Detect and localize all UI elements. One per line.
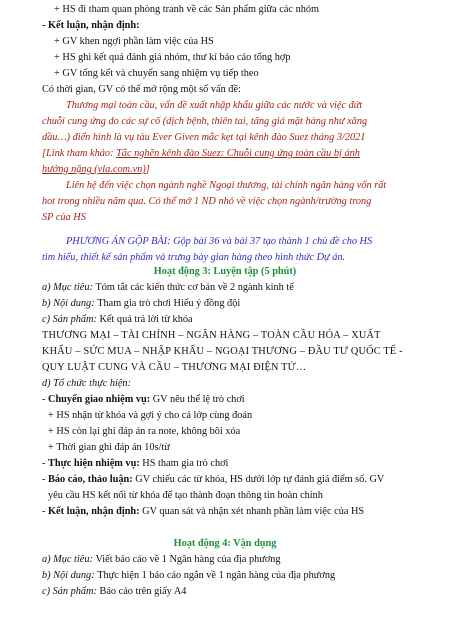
value: GV nêu thể lệ trò chơi [150, 394, 245, 405]
text-line [42, 586, 450, 598]
link-prefix: [Link tham khảo: [42, 148, 117, 159]
dash: - [42, 394, 49, 405]
label: c) Sản phẩm: [42, 314, 100, 325]
label: c) Sản phẩm: [42, 586, 100, 597]
text-line [42, 394, 450, 406]
value: Tóm tắt các kiến thức cơ bản về 2 ngành kinh tế [95, 282, 294, 293]
text-line: Liên hệ đến việc chọn ngành nghề Ngoại thương, tài chính ngân hàng vốn rất [66, 180, 387, 191]
text-line: chuỗi cung ứng do các sự cố (dịch bệnh, thiên tai, tăng giá mặt hàng như xăng [42, 116, 368, 127]
text-line: + HS còn lại ghi đáp án ra note, không bôi xóa [48, 426, 241, 437]
text-line: KHẨU – SỨC MUA – NHẬP KHẨU – NGOẠI THƯƠNG – ĐẦU TƯ QUỐC TẾ - [42, 346, 403, 357]
text-line [42, 314, 450, 326]
value: GV chiếu các từ khóa, HS dưới lớp tự đánh giá điểm số. GV [132, 474, 385, 485]
dash: - [42, 458, 49, 469]
dash: - [42, 474, 49, 485]
link-suffix: ] [145, 164, 150, 175]
text-line [42, 148, 450, 160]
value: HS tham gia trò chơi [139, 458, 229, 469]
text-line [42, 298, 450, 310]
text-line: - Kết luận, nhận định: [42, 20, 140, 31]
text-line: + HS đi tham quan phòng tranh về các Sản phẩm giữa các nhóm [54, 4, 320, 15]
value: Kết quả trả lời từ khóa [99, 314, 193, 325]
value: Thực hiện 1 báo cáo ngắn về 1 ngân hàng của địa phương [97, 570, 336, 581]
text-line: PHƯƠNG ÁN GỘP BÀI: Gộp bài 36 và bài 37 tạo thành 1 chủ đề cho HS [66, 236, 373, 247]
label: b) Nội dung: [42, 570, 98, 581]
label: b) Nội dung: [42, 298, 98, 309]
value: Viết báo cáo về 1 Ngân hàng của địa phương [95, 554, 281, 565]
text-line: + Thời gian ghi đáp án 10s/từ [48, 442, 170, 453]
text-line: d) Tổ chức thực hiện: [42, 378, 132, 389]
text-line: Có thời gian, GV có thể mở rộng một số vấn đề: [42, 84, 241, 95]
text-line: QUY LUẬT CUNG VÀ CẦU – THƯƠNG MẠI ĐIỆN TỬ… [42, 362, 307, 373]
text-line: + GV khen ngợi phần làm việc của HS [54, 36, 214, 47]
text-line: SP của HS [42, 212, 86, 223]
text-line: + HS nhận từ khóa và gợi ý cho cả lớp cùng đoán [48, 410, 253, 421]
text-line [42, 458, 450, 470]
section-heading: Hoạt động 4: Vận dụng [173, 538, 277, 549]
label: Chuyển giao nhiệm vụ: [48, 394, 151, 405]
text-line: dầu…) điển hình là vụ tàu Ever Given mắc kẹt tại kênh đào Suez tháng 3/2021 [42, 132, 366, 143]
label: a) Mục tiêu: [42, 282, 96, 293]
text-line [42, 506, 450, 518]
label: Kết luận, nhận định: [48, 506, 140, 517]
value: Tham gia trò chơi Hiểu ý đồng đội [97, 298, 241, 309]
text-line [42, 164, 450, 176]
text-line: Thương mại toàn cầu, vấn đề xuất nhập khẩu giữa các nước và việc đứt [66, 100, 363, 111]
text-line [42, 554, 450, 566]
text-line: + HS ghi kết quả đánh giá nhóm, thư kí báo cáo tổng hợp [54, 52, 291, 63]
reference-link[interactable]: Tắc nghẽn kênh đào Suez: Chuỗi cung ứng toàn cầu bị ảnh [116, 148, 360, 159]
value: GV quan sát và nhận xét nhanh phần làm việc của HS [139, 506, 365, 517]
text-line: hot trong nhiều năm qua. Có thể mở 1 ND nhỏ về việc chọn ngành/trường trong [42, 196, 372, 207]
text-line [42, 474, 450, 486]
text-line: + GV tổng kết và chuyển sang nhiệm vụ tiếp theo [54, 68, 259, 79]
text-line: THƯƠNG MẠI – TÀI CHÍNH – NGÂN HÀNG – TOÀN CẦU HÓA – XUẤT [42, 330, 381, 341]
reference-link-continued[interactable]: hưởng nặng (vla.com.vn) [42, 164, 146, 175]
value: Báo cáo trên giấy A4 [99, 586, 187, 597]
text-line: yêu cầu HS kết nối từ khóa để tạo thành đoạn thông tin hoàn chỉnh [48, 490, 323, 501]
text-line [42, 282, 450, 294]
text-line: tìm hiểu, thiết kế sản phẩm và trưng bày gian hàng theo hình thức Dự án. [42, 252, 346, 263]
label: Báo cáo, thảo luận: [48, 474, 133, 485]
text-line [42, 570, 450, 582]
section-heading: Hoạt động 3: Luyện tập (5 phút) [153, 266, 297, 277]
label: Thực hiện nhiệm vụ: [48, 458, 140, 469]
dash: - [42, 506, 49, 517]
label: a) Mục tiêu: [42, 554, 96, 565]
